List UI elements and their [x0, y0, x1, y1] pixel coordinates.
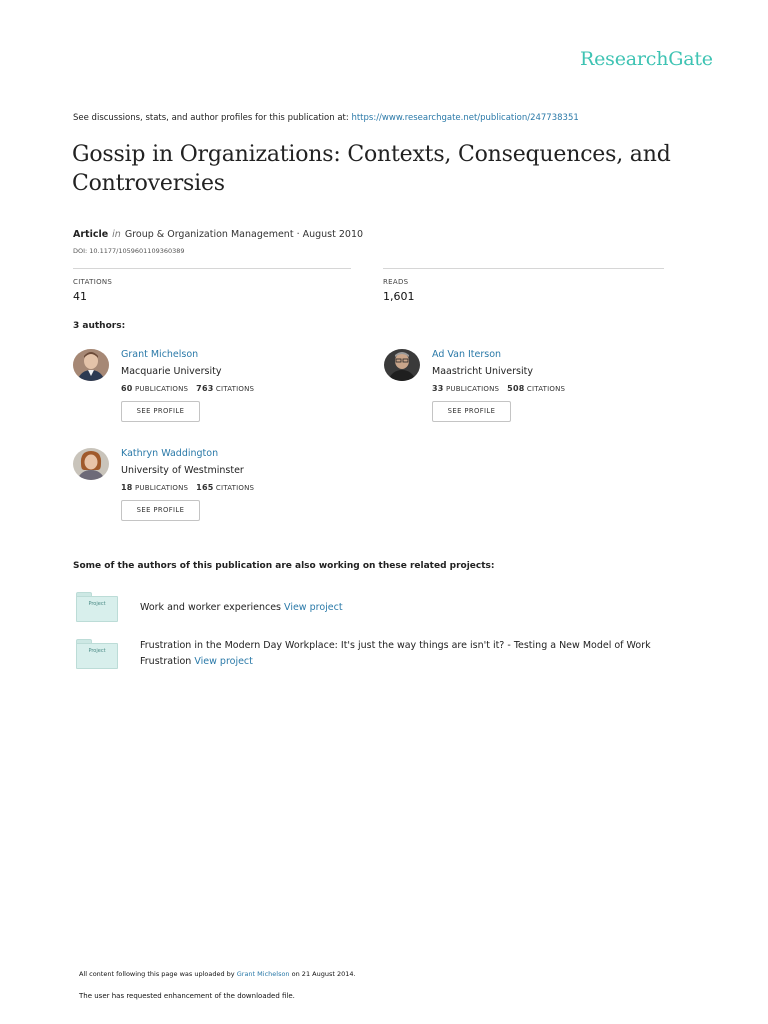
see-profile-button[interactable]: SEE PROFILE [121, 401, 200, 422]
citations-count: 165 [196, 483, 214, 492]
publications-count: 33 [432, 384, 444, 393]
avatar-photo-icon [73, 349, 109, 381]
project-title: Work and worker experiences [140, 602, 281, 613]
researchgate-logo[interactable]: ResearchGate [580, 48, 713, 70]
citations-divider [73, 268, 351, 269]
publications-count: 60 [121, 384, 133, 393]
avatar-photo-icon [73, 448, 109, 480]
discussion-text: See discussions, stats, and author profiles for this publication at: [73, 113, 349, 123]
project-folder-label: Project [88, 648, 106, 654]
citations-label: CITATIONS [526, 385, 566, 393]
author-institution[interactable]: Maastricht University [432, 366, 533, 377]
project-folder-icon[interactable] [76, 592, 118, 622]
discussion-line [73, 113, 579, 123]
author-stats [432, 384, 565, 393]
view-project-link[interactable]: View project [194, 656, 253, 667]
author-name[interactable]: Grant Michelson [121, 349, 199, 360]
project-title: Frustration in the Modern Day Workplace: It's just the way things are isn't it? - Testing a New Model of Work Frustration [140, 640, 651, 667]
upload-note [79, 970, 356, 978]
upload-suffix: on 21 August 2014. [291, 970, 356, 978]
publication-meta [73, 229, 363, 240]
publications-label: PUBLICATIONS [134, 385, 189, 393]
avatar[interactable] [73, 349, 109, 381]
uploader-link[interactable]: Grant Michelson [236, 970, 290, 978]
avatar-photo-icon [384, 349, 420, 381]
project-folder-label: Project [88, 601, 106, 607]
publications-label: PUBLICATIONS [445, 385, 500, 393]
publication-type: Article [73, 229, 109, 240]
citations-value: 41 [73, 290, 87, 303]
see-profile-button[interactable]: SEE PROFILE [432, 401, 511, 422]
citations-count: 508 [507, 384, 525, 393]
doi: DOI: 10.1177/1059601109360389 [73, 247, 185, 255]
publication-title: Gossip in Organizations: Contexts, Consequences, and Controversies [72, 142, 671, 196]
author-institution[interactable]: University of Westminster [121, 465, 244, 476]
citations-label: CITATIONS [215, 484, 255, 492]
author-stats [121, 384, 254, 393]
author-card [73, 349, 373, 439]
author-card [384, 349, 684, 439]
citations-count: 763 [196, 384, 214, 393]
reads-value: 1,601 [383, 290, 415, 303]
author-name[interactable]: Kathryn Waddington [121, 448, 219, 459]
publication-url-link[interactable]: https://www.researchgate.net/publication/247738351 [351, 113, 579, 123]
citations-label: CITATIONS [73, 278, 113, 286]
author-name[interactable]: Ad Van Iterson [432, 349, 502, 360]
author-institution[interactable]: Macquarie University [121, 366, 222, 377]
see-profile-button[interactable]: SEE PROFILE [121, 500, 200, 521]
avatar[interactable] [384, 349, 420, 381]
project-text [140, 638, 700, 670]
author-card [73, 448, 373, 538]
authors-heading: 3 authors: [73, 321, 126, 331]
publications-count: 18 [121, 483, 133, 492]
reads-label: READS [383, 278, 409, 286]
project-folder-icon[interactable] [76, 639, 118, 669]
upload-prefix: All content following this page was uploaded by [79, 970, 235, 978]
reads-divider [383, 268, 664, 269]
author-stats [121, 483, 254, 492]
avatar[interactable] [73, 448, 109, 480]
view-project-link[interactable]: View project [284, 602, 343, 613]
project-text [140, 600, 700, 616]
in-word: in [112, 229, 121, 240]
related-projects-heading: Some of the authors of this publication are also working on these related projects: [73, 561, 495, 571]
journal-date[interactable]: Group & Organization Management · August 2010 [124, 229, 364, 240]
citations-label: CITATIONS [215, 385, 255, 393]
publications-label: PUBLICATIONS [134, 484, 189, 492]
enhancement-note: The user has requested enhancement of the downloaded file. [79, 992, 295, 1000]
